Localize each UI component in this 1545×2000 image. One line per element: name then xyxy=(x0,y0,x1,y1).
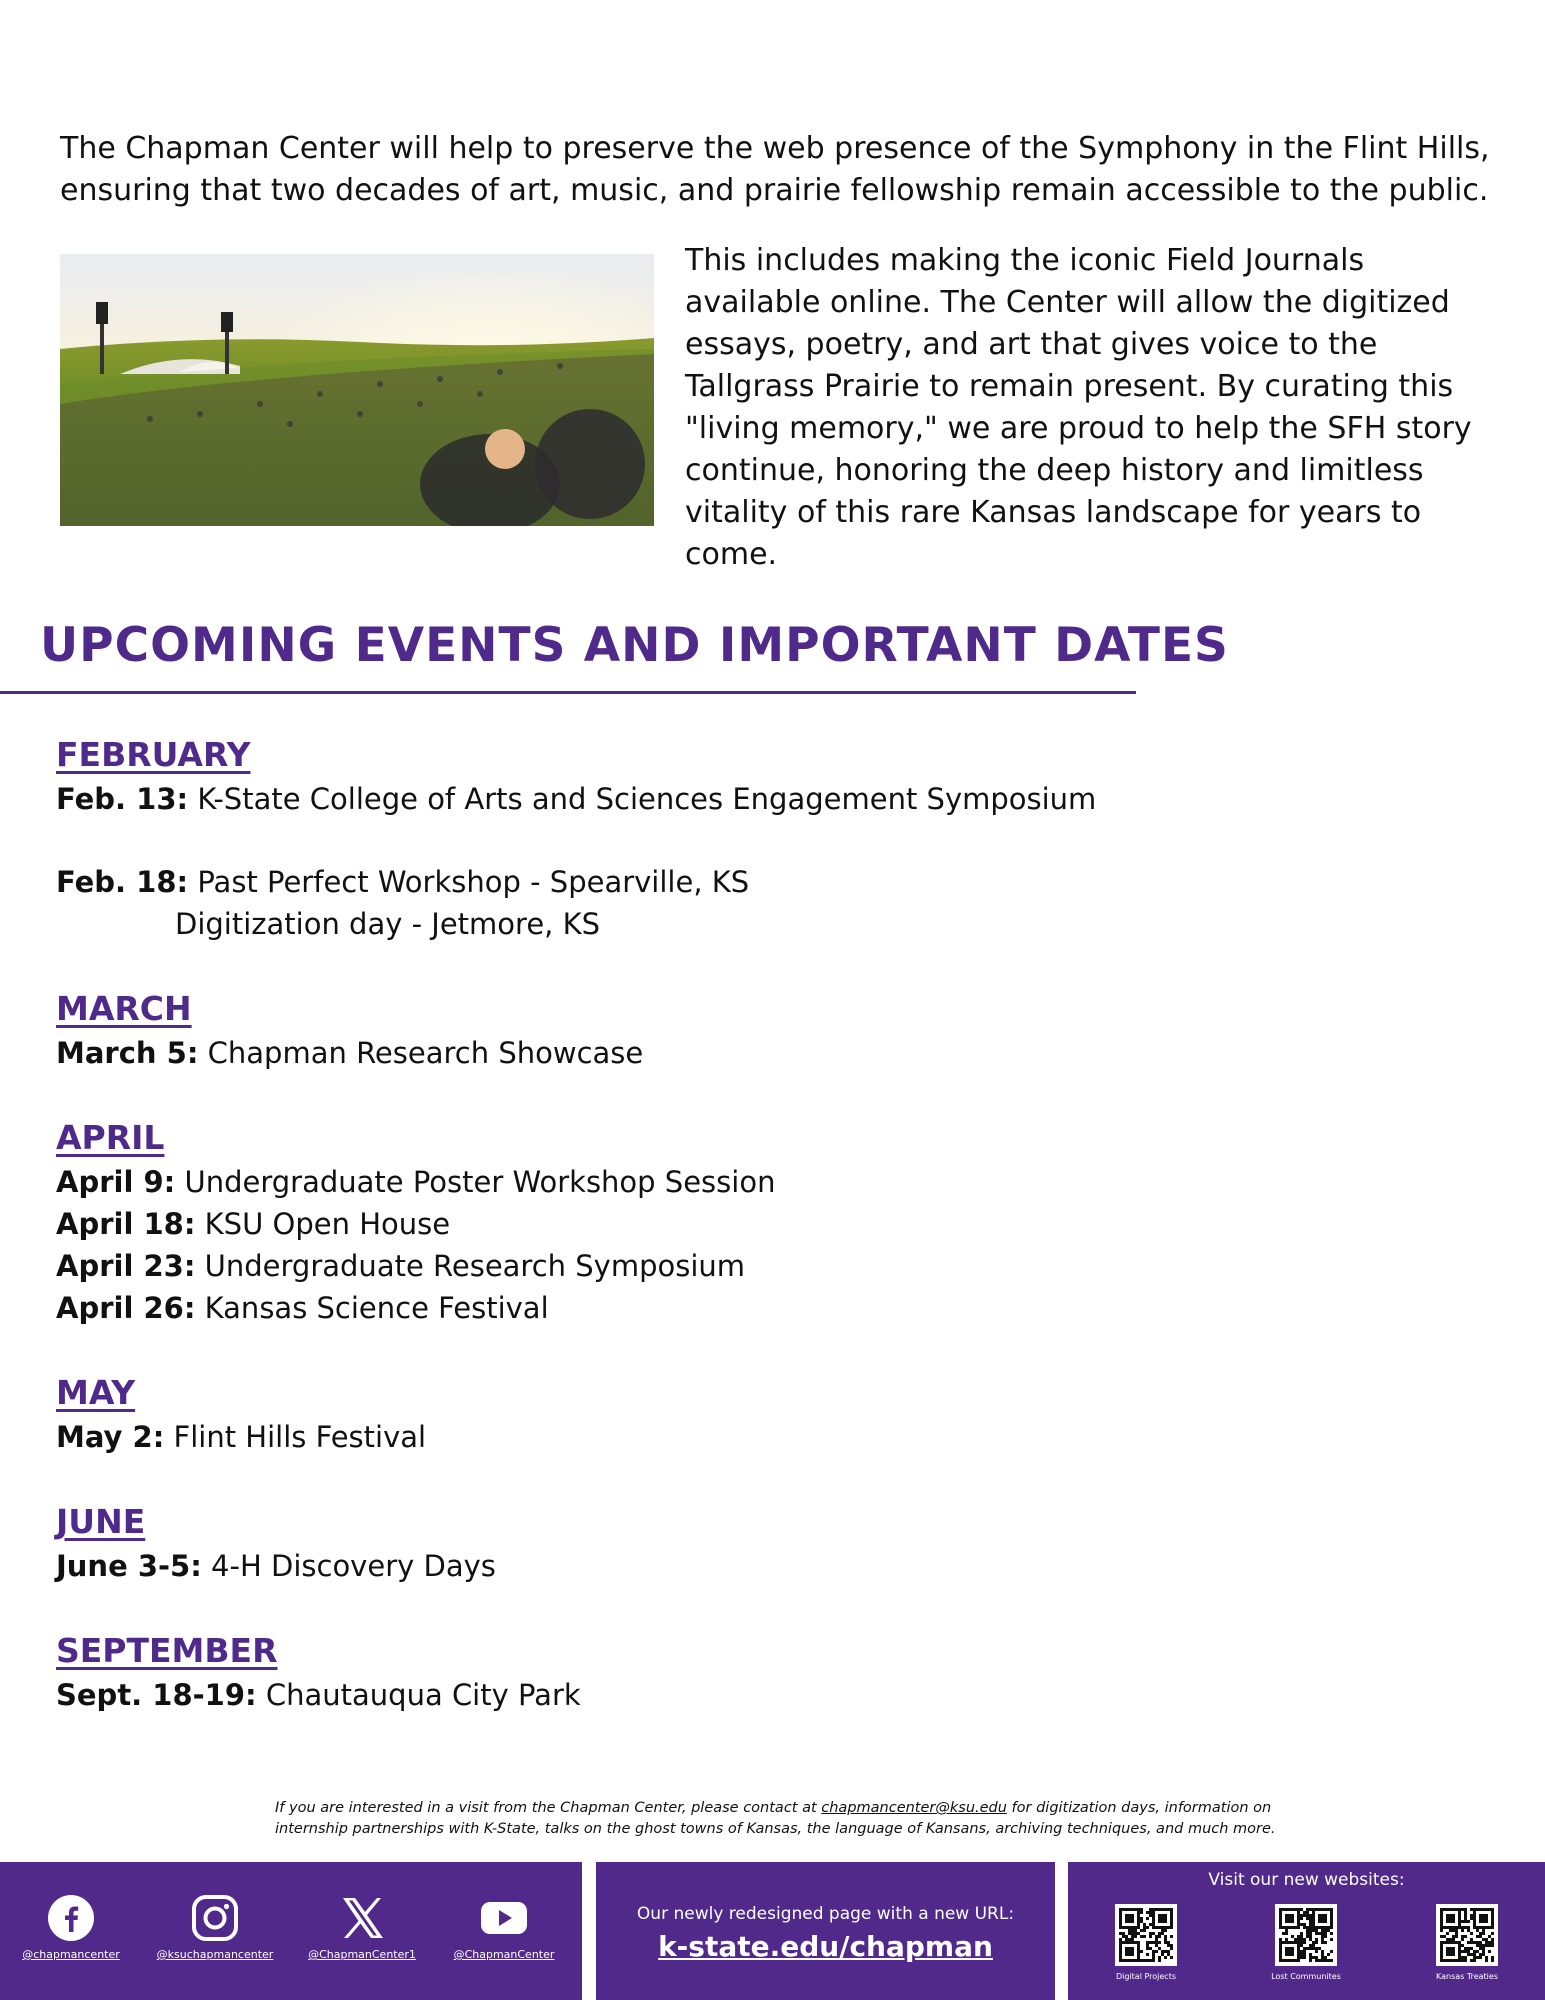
field-journals-paragraph: This includes making the iconic Field Journals available online. The Center will allow the digitized essays, poetry, and art that gives voice to the Tallgrass Prairie to remain present. By curating this "living memory," we are proud to help the SFH story continue, honoring the deep history and limitless vitality of this rare Kansas landscape for years to come. xyxy=(685,243,1472,572)
url-caption: Our newly redesigned page with a new URL: xyxy=(636,1904,1015,1924)
event-text: KSU Open House xyxy=(195,1207,451,1241)
website-url-link[interactable]: k-state.edu/chapman xyxy=(658,1930,993,1963)
qr-label: Lost Communites xyxy=(1271,1972,1341,1981)
social-handle[interactable]: @chapmancenter xyxy=(22,1948,120,1961)
month-heading-june: JUNE xyxy=(56,1502,146,1541)
event-text: Chapman Research Showcase xyxy=(198,1036,644,1070)
youtube-icon xyxy=(480,1894,528,1942)
intro-paragraph: The Chapman Center will help to preserve the web presence of the Symphony in the Flint Hills, ensuring that two decades of art, music, and prairie fellowship remain accessible to the public. xyxy=(60,131,1490,208)
event-date: April 18: xyxy=(56,1207,196,1241)
event-date: June 3-5: xyxy=(56,1549,202,1583)
qr-digital-projects[interactable] xyxy=(1096,1904,1196,1981)
event-date: April 26: xyxy=(56,1291,196,1325)
footer xyxy=(0,1862,1545,2000)
symphony-crowd-photo xyxy=(60,254,654,526)
visit-label: Visit our new websites: xyxy=(1208,1870,1405,1890)
instagram-icon xyxy=(191,1894,239,1942)
contact-email-link[interactable]: chapmancenter@ksu.edu xyxy=(821,1800,1007,1816)
event-text: Kansas Science Festival xyxy=(195,1291,549,1325)
event-item xyxy=(56,1161,1156,1203)
event-text: Flint Hills Festival xyxy=(164,1420,427,1454)
social-handle[interactable]: @ChapmanCenter1 xyxy=(308,1948,416,1961)
section-divider xyxy=(0,691,1136,694)
event-item xyxy=(56,1245,1156,1287)
event-text: K-State College of Arts and Sciences Engagement Symposium xyxy=(188,782,1097,816)
event-item xyxy=(56,861,1156,903)
month-heading-march: MARCH xyxy=(56,989,192,1028)
facebook-icon xyxy=(47,1894,95,1942)
qr-code-icon xyxy=(1275,1904,1337,1966)
event-item xyxy=(56,1032,1156,1074)
event-date: May 2: xyxy=(56,1420,165,1454)
social-handle[interactable]: @ksuchapmancenter xyxy=(156,1948,274,1961)
event-item xyxy=(56,778,1156,820)
social-panel xyxy=(0,1862,582,2000)
event-item xyxy=(56,1287,1156,1329)
event-item xyxy=(56,1545,1156,1587)
contact-text-before: If you are interested in a visit from the Chapman Center, please contact at xyxy=(275,1800,822,1816)
social-facebook[interactable] xyxy=(6,1894,136,1961)
event-date: April 9: xyxy=(56,1165,176,1199)
events-section-title: UPCOMING EVENTS AND IMPORTANT DATES xyxy=(40,618,1229,673)
event-date: April 23: xyxy=(56,1249,196,1283)
social-x[interactable] xyxy=(297,1894,427,1961)
event-date: Feb. 13: xyxy=(56,782,189,816)
url-panel xyxy=(596,1862,1055,2000)
month-heading-september: SEPTEMBER xyxy=(56,1631,278,1670)
event-text-continued: Digitization day - Jetmore, KS xyxy=(175,907,601,941)
month-heading-february: FEBRUARY xyxy=(56,735,251,774)
event-item xyxy=(56,1203,1156,1245)
contact-note xyxy=(275,1798,1295,1840)
event-date: Feb. 18: xyxy=(56,865,189,899)
event-item xyxy=(56,1416,1156,1458)
event-text: 4-H Discovery Days xyxy=(201,1549,496,1583)
social-youtube[interactable] xyxy=(439,1894,569,1961)
qr-lost-communities[interactable] xyxy=(1256,1904,1356,1981)
event-text: Undergraduate Poster Workshop Session xyxy=(175,1165,776,1199)
social-instagram[interactable] xyxy=(150,1894,280,1961)
qr-code-icon xyxy=(1115,1904,1177,1966)
x-icon xyxy=(338,1894,386,1942)
websites-panel xyxy=(1068,1862,1545,2000)
qr-label: Digital Projects xyxy=(1115,1972,1177,1981)
qr-label: Kansas Treaties xyxy=(1436,1972,1498,1981)
event-text: Past Perfect Workshop - Spearville, KS xyxy=(188,865,750,899)
event-date: March 5: xyxy=(56,1036,199,1070)
contact-text-after: for digitization days, information on internship partnerships with K-State, talks on the ghost towns of Kansas, the language of Kansans, archiving techniques, and much more. xyxy=(275,1800,1276,1837)
qr-kansas-treaties[interactable] xyxy=(1417,1904,1517,1981)
event-date: Sept. 18-19: xyxy=(56,1678,257,1712)
event-text: Chautauqua City Park xyxy=(256,1678,581,1712)
event-text: Undergraduate Research Symposium xyxy=(195,1249,746,1283)
events-list xyxy=(56,732,1156,1716)
month-heading-may: MAY xyxy=(56,1373,136,1412)
month-heading-april: APRIL xyxy=(56,1118,165,1157)
qr-code-icon xyxy=(1436,1904,1498,1966)
social-handle[interactable]: @ChapmanCenter xyxy=(453,1948,555,1961)
event-item xyxy=(56,1674,1156,1716)
